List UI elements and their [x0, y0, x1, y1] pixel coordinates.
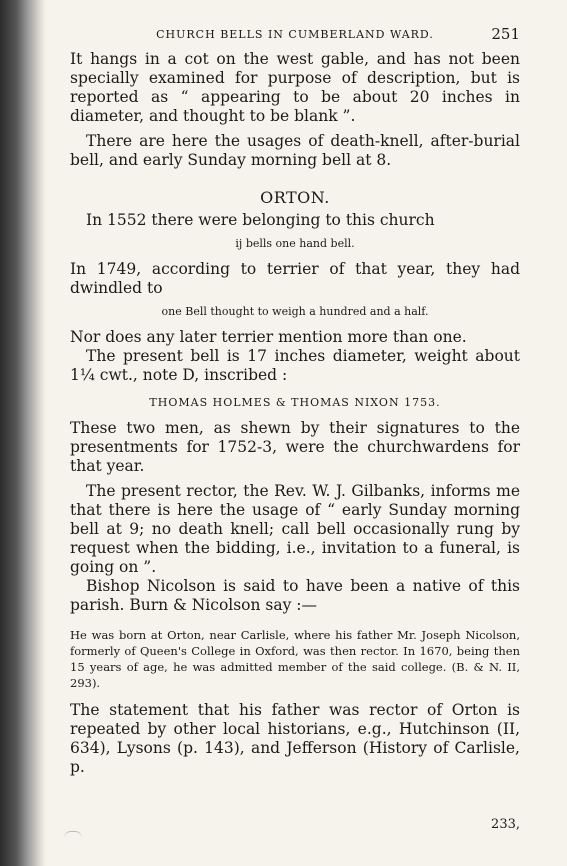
paragraph-cot: It hangs in a cot on the west gable, and has not been specially examined for purpose of description, but is reported as “ appearing to be about 20 inches in diameter, and thought to be blank ”. — [70, 50, 520, 125]
paragraph-statement: The statement that his father was rector of Orton is repeated by other local historians, e.g., Hutchinson (II, 634), Lysons (p. 143), and Jefferson (History of Carlisle, p. — [70, 701, 520, 776]
paragraph-churchwardens: These two men, as shewn by their signatures to the presentments for 1752-3, were the churchwardens for that year. — [70, 419, 520, 475]
page-smudge — [64, 831, 82, 838]
paragraph-rector: The present rector, the Rev. W. J. Gilbanks, informs me that there is here the usage of “ early Sunday morning bell at 9; no death knell; call bell occasionally rung by request when the bidding, i.e., invitation to a funeral, is going on ”. — [70, 482, 520, 576]
page-gutter-shadow — [0, 0, 46, 866]
page-number: 251 — [491, 25, 520, 43]
running-title: CHURCH BELLS IN CUMBERLAND WARD. — [156, 28, 434, 41]
paragraph-1749: In 1749, according to terrier of that year, they had dwindled to — [70, 260, 520, 297]
paragraph-later-terrier: Nor does any later terrier mention more than one. — [70, 328, 467, 346]
quote-burn-nicolson: He was born at Orton, near Carlisle, where his father Mr. Joseph Nicolson, formerly of Queen's College in Oxford, was then rector. In 1670, being then 15 years of age, he was admitted member of the said college. (B. & N. II, 293). — [70, 628, 520, 690]
paragraph-usages: There are here the usages of death-knell, after-burial bell, and early Sunday morning bell at 8. — [70, 132, 520, 169]
paragraph-present-bell: The present bell is 17 inches diameter, weight about 1¼ cwt., note D, inscribed : — [70, 347, 520, 384]
book-page — [70, 25, 520, 832]
section-heading-orton: ORTON. — [260, 188, 330, 207]
running-header — [70, 25, 520, 50]
bell-inscription: THOMAS HOLMES & THOMAS NIXON 1753. — [149, 396, 441, 409]
quote-bell-weight: one Bell thought to weigh a hundred and a half. — [161, 305, 429, 318]
quote-bells-1552: ij bells one hand bell. — [235, 237, 355, 250]
paragraph-bishop: Bishop Nicolson is said to have been a native of this parish. Burn & Nicolson say :— — [70, 577, 520, 614]
catchword: 233, — [491, 817, 520, 832]
paragraph-1552: In 1552 there were belonging to this church — [86, 211, 435, 229]
